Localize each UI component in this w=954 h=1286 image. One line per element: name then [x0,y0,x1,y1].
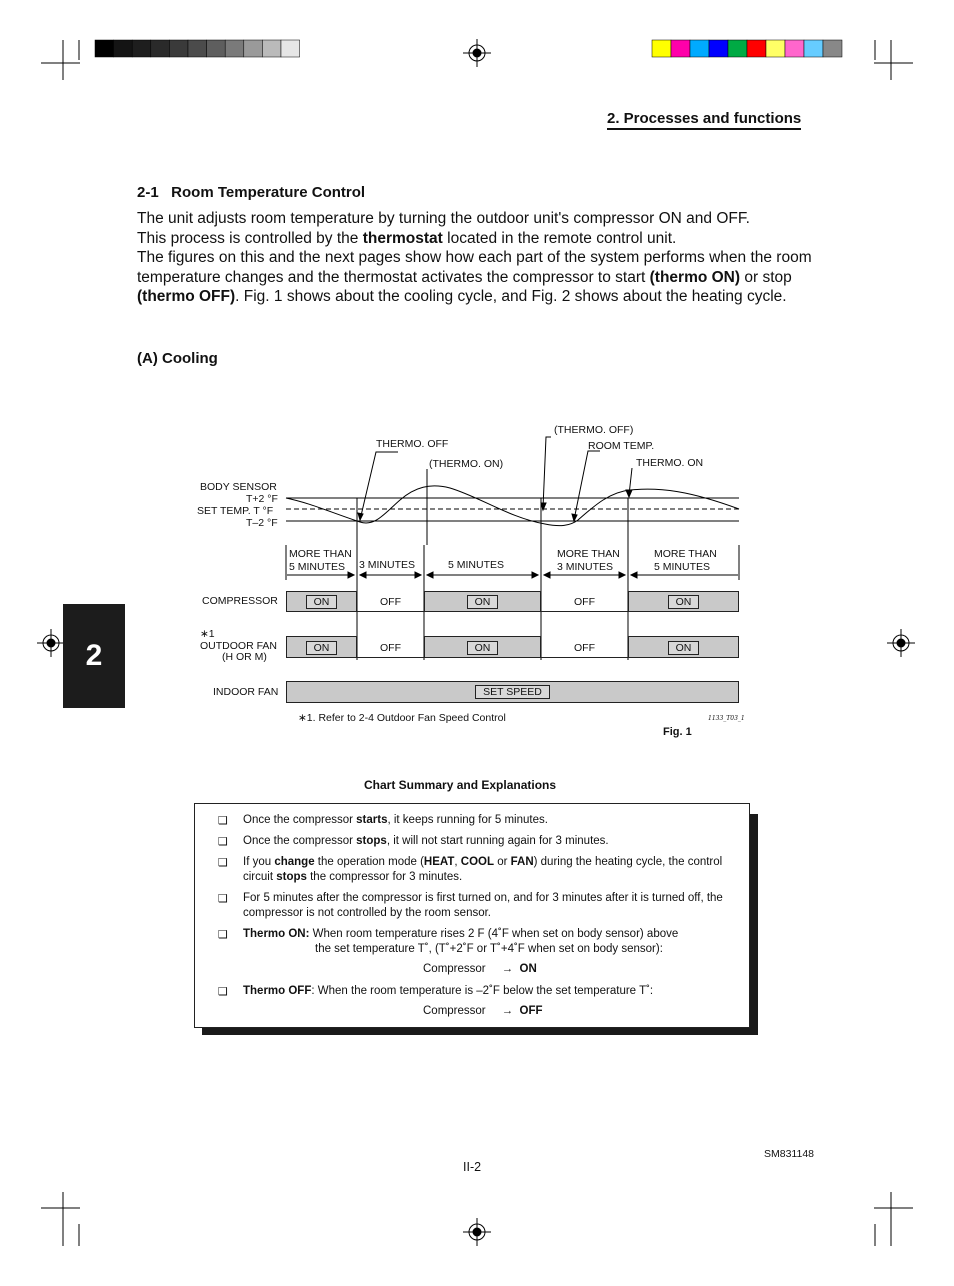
summary-box [194,803,750,1028]
summary-item: Once the compressor starts, it keeps running for 5 minutes. [243,814,548,826]
outdoor-fan-row-label: OUTDOOR FAN [200,640,278,652]
outdoor-fan-state: ON [628,641,739,655]
interval-label: 5 MINUTES [448,559,505,571]
document-code: SM831148 [764,1148,815,1160]
indoor-fan-row-label: INDOOR FAN [213,686,279,698]
outdoor-fan-footnote-mark: ∗1 [200,628,215,640]
compressor-state: ON [424,595,541,609]
t-minus-label: T–2 °F [246,517,278,529]
bullet-icon: ❑ [218,929,228,941]
bullet-icon: ❑ [218,986,228,998]
bullet-icon: ❑ [218,893,228,905]
thermo-off-label: THERMO. OFF [376,438,449,450]
outdoor-fan-state: ON [424,641,541,655]
page-number: II-2 [463,1160,482,1174]
compressor-state: ON [628,595,739,609]
outdoor-fan-state: ON [286,641,357,655]
interval-label: 3 MINUTES [359,559,416,571]
bullet-icon: ❑ [218,836,228,848]
summary-item: Once the compressor stops, it will not start running again for 3 minutes. [243,835,609,847]
drawing-id: 1133_T03_1 [708,715,745,722]
intro-paragraph-3: The figures on this and the next pages show how each part of the system performs when the room temperature changes and the thermostat activates the compressor to start (thermo ON) or stop (thermo OFF). Fig. 1 shows about the cooling cycle, and Fig. 2 shows about the heating cycle. [137,249,812,306]
thermo-off-result: Compressor → OFF [423,1005,543,1017]
compressor-off-baseline [357,611,424,612]
bullet-icon: ❑ [218,857,228,869]
set-temp-label: SET TEMP. T °F [197,505,274,517]
thermo-off-paren-label: (THERMO. OFF) [554,424,634,436]
summary-item: If you change the operation mode (HEAT, COOL or FAN) during the heating cycle, the control circuit stops the compressor for 3 minutes. [243,856,723,883]
figure-footnote: ∗1. Refer to 2-4 Outdoor Fan Speed Control [298,712,506,724]
figure-caption: Fig. 1 [663,726,692,738]
thermo-on-label: THERMO. ON [636,457,704,469]
section-title: 2-1 Room Temperature Control [137,184,366,201]
body-sensor-label: BODY SENSOR [200,481,277,493]
compressor-off-baseline [541,611,628,612]
compressor-state: OFF [380,596,401,608]
summary-title: Chart Summary and Explanations [364,778,557,792]
summary-item: Thermo OFF: When the room temperature is –2˚F below the set temperature T˚: [243,985,654,997]
room-temp-label: ROOM TEMP. [588,440,655,452]
chapter-tab: 2 [63,604,125,708]
room-temp-curve [286,486,739,526]
registration-mark-bottom [463,1218,491,1246]
outdoor-fan-off-baseline [541,657,628,658]
indoor-fan-state: SET SPEED [286,685,739,699]
interval-label: MORE THAN 5 MINUTES [289,548,352,573]
t-plus-label: T+2 °F [246,493,278,505]
outdoor-fan-state: OFF [574,642,595,654]
summary-item: Thermo ON: When room temperature rises 2 F (4˚F when set on body sensor) above the set temperature T˚, (T˚+2˚F or T˚+4˚F when set on body sensor): [243,928,679,955]
interval-label: MORE THAN 3 MINUTES [557,548,620,573]
summary-item: For 5 minutes after the compressor is first turned on, and for 3 minutes after it is turned off, the compressor is not controlled by the room sensor. [243,892,723,919]
compressor-state: OFF [574,596,595,608]
intro-paragraph-2: This process is controlled by the thermostat located in the remote control unit. [137,229,677,247]
outdoor-fan-off-baseline [357,657,424,658]
interval-label: MORE THAN 5 MINUTES [654,548,717,573]
thermo-on-result: Compressor → ON [423,963,537,975]
section-header: 2. Processes and functions [607,110,801,130]
intro-paragraph-1: The unit adjusts room temperature by turning the outdoor unit's compressor ON and OFF. [137,210,750,227]
compressor-state: ON [286,595,357,609]
bullet-icon: ❑ [218,815,228,827]
thermo-on-paren-label: (THERMO. ON) [429,458,504,470]
subsection-title: (A) Cooling [137,350,218,367]
outdoor-fan-state: OFF [380,642,401,654]
outdoor-fan-speed-label: (H OR M) [222,651,267,663]
compressor-row-label: COMPRESSOR [202,595,278,607]
